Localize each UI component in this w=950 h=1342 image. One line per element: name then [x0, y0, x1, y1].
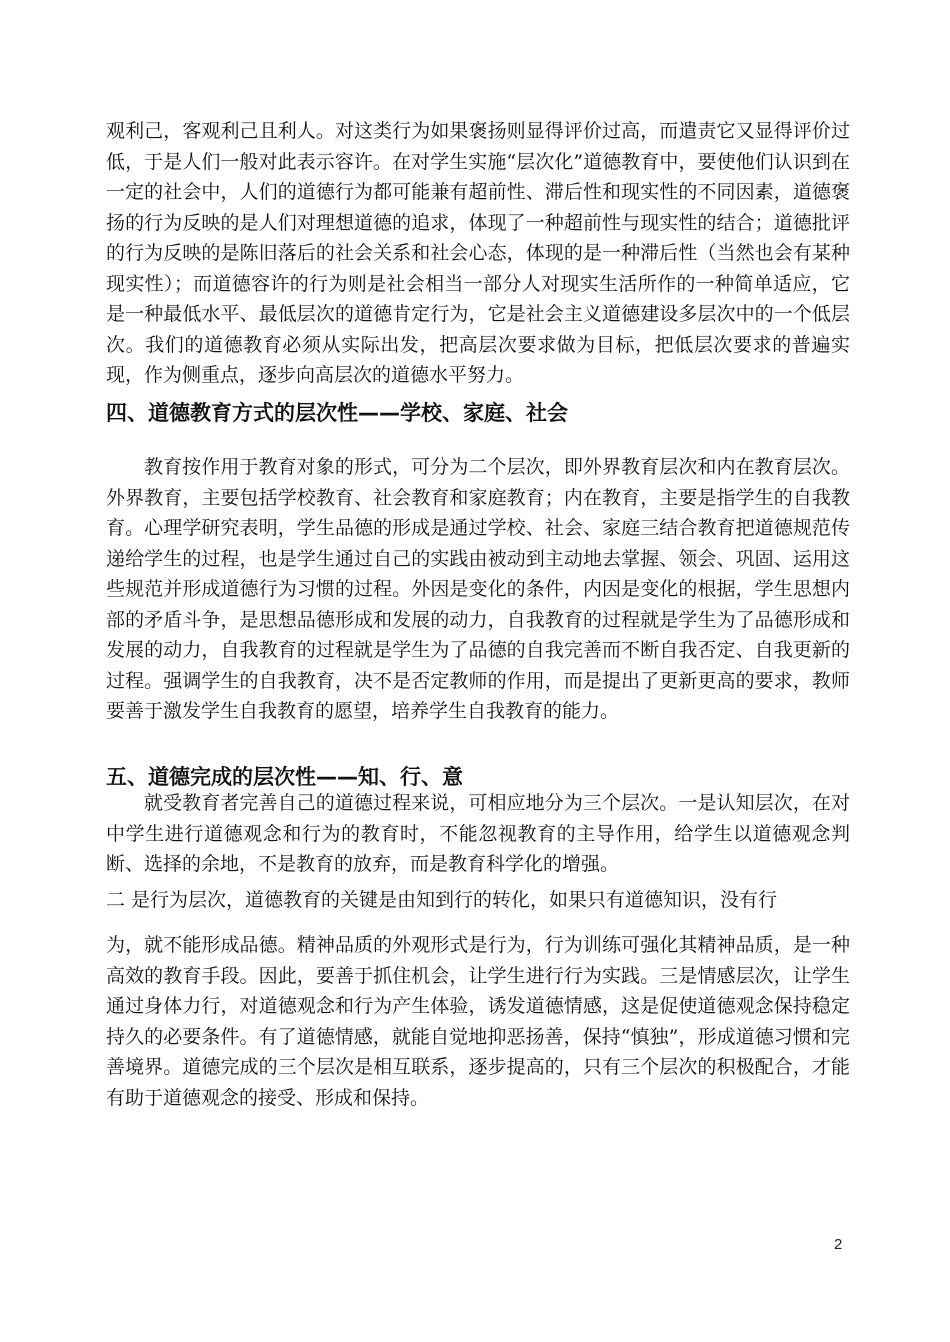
paragraph-behavior-level-start: 二 是行为层次，道德教育的关键是由知到行的转化，如果只有道德知识，没有行 [106, 889, 778, 911]
paragraph-education-methods: 教育按作用于教育对象的形式，可分为二个层次，即外界教育层次和内在教育层次。外界教育，主要包括学校教育、社会教育和家庭教育；内在教育，主要是指学生的自我教育。心理学研究表明，学生品德的形成是通过学校、社会、家庭三结合教育把道德规范传递给学生的过程，也是学生通过自己的实践由被动到主动地去掌握、领会、巩固、运用这些规范并形成道德行为习惯的过程。外因是变化的条件，内因是变化的根据，学生思想内部的矛盾斗争，是思想品德形成和发展的动力，自我教育的过程就是学生为了品德形成和发展的动力，自我教育的过程就是学生为了品德的自我完善而不断自我否定、自我更新的过程。强调学生的自我教育，决不是否定教师的作用，而是提出了更新更高的要求，教师要善于激发学生自我教育的愿望，培养学生自我教育的能力。 [106, 456, 850, 722]
paragraph-moral-evaluation: 观利己，客观利己且利人。对这类行为如果褒扬则显得评价过高，而遣责它又显得评价过低，于是人们一般对此表示容许。在对学生实施“层次化”道德教育中，要使他们认识到在一定的社会中，人们的道德行为都可能兼有超前性、滞后性和现实性的不同因素，道德褒扬的行为反映的是人们对理想道德的追求，体现了一种超前性与现实性的结合；道德批评的行为反映的是陈旧落后的社会关系和社会心态，体现的是一种滞后性（当然也会有某种现实性）；而道德容许的行为则是社会相当一部分人对现实生活所作的一种简单适应，它是一种最低水平、最低层次的道德肯定行为，它是社会主义道德建设多层次中的一个低层次。我们的道德教育必须从实际出发，把高层次要求做为目标，把低层次要求的普遍实现，作为侧重点，逐步向高层次的道德水平努力。 [106, 120, 850, 386]
paragraph-behavior-level-continued: 为，就不能形成品德。精神品质的外观形式是行为，行为训练可强化其精神品质，是一种高效的教育手段。因此，要善于抓住机会，让学生进行行为实践。三是情感层次，让学生通过身体力行，对道德观念和行为产生体验，诱发道德情感，这是促使道德观念保持稳定持久的必要条件。有了道德情感，就能自觉地抑恶扬善，保持“慎独”，形成道德习惯和完善境界。道德完成的三个层次是相互联系，逐步提高的，只有三个层次的积极配合，才能有助于道德观念的接受、形成和保持。 [106, 934, 850, 1109]
page-number: 2 [834, 1236, 843, 1253]
section-heading-5: 五、道德完成的层次性——知、行、意 [106, 765, 463, 789]
section-heading-4: 四、道德教育方式的层次性——学校、家庭、社会 [106, 401, 568, 425]
paragraph-cognitive-level: 就受教育者完善自己的道德过程来说，可相应地分为三个层次。一是认知层次，在对中学生进行道德观念和行为的教育时，不能忽视教育的主导作用，给学生以道德观念判断、选择的余地，不是教育的放弃，而是教育科学化的增强。 [106, 792, 850, 875]
